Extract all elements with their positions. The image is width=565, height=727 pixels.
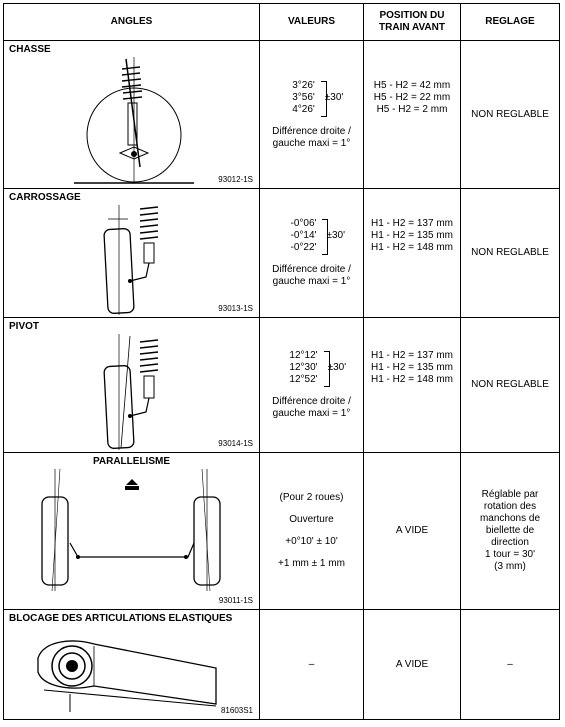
- chasse-figure-cell: [4, 41, 260, 189]
- pivot-position-3: H1 - H2 = 148 mm: [371, 374, 453, 385]
- carrossage-tolerance: ±30': [326, 230, 345, 241]
- chasse-position-2: H5 - H2 = 22 mm: [373, 91, 451, 103]
- header-valeurs: VALEURS: [260, 4, 364, 41]
- header-reglage: REGLAGE: [461, 4, 560, 41]
- pivot-difference: [260, 396, 363, 420]
- parallelisme-reglage-line1: Réglable par: [481, 489, 539, 500]
- chasse-diff-line2: gauche maxi = 1°: [272, 137, 351, 149]
- header-position: [364, 4, 461, 41]
- blocage-figure-code: 81603S1: [220, 706, 253, 715]
- chasse-position-cell: [364, 41, 461, 189]
- blocage-figure-cell: [4, 610, 260, 720]
- pivot-values-cell: [260, 318, 364, 453]
- toe-wheels-diagram: [34, 469, 230, 591]
- header-row: [4, 4, 560, 41]
- camber-wheel-diagram: [94, 203, 174, 315]
- carrossage-position-1: H1 - H2 = 137 mm: [371, 218, 453, 229]
- header-position-line1: POSITION DU: [379, 10, 445, 21]
- carrossage-figure-cell: [4, 189, 260, 318]
- chasse-position-3: H5 - H2 = 2 mm: [376, 103, 448, 115]
- parallelisme-figure-cell: [4, 453, 260, 610]
- chasse-position-1: H5 - H2 = 42 mm: [373, 79, 451, 91]
- parallelisme-figure-code: 93011-1S: [218, 596, 253, 605]
- blocage-position-cell: A VIDE: [364, 610, 461, 720]
- alignment-spec-table: [3, 3, 560, 720]
- pivot-figure-code: 93014-1S: [218, 439, 253, 448]
- header-angles: ANGLES: [4, 4, 260, 41]
- parallelisme-title: PARALLELISME: [92, 456, 171, 467]
- chasse-values-cell: [260, 41, 364, 189]
- parallelisme-reglage-line7: (3 mm): [494, 561, 526, 572]
- elastic-joint-diagram: [34, 628, 220, 714]
- parallelisme-value-wheels: (Pour 2 roues): [279, 492, 344, 503]
- chasse-reglage-cell: NON REGLABLE: [461, 41, 560, 189]
- pivot-angle-min: 12°12': [289, 350, 318, 361]
- carrossage-diff-line2: gauche maxi = 1°: [272, 276, 351, 287]
- header-position-line2: TRAIN AVANT: [379, 22, 445, 33]
- row-blocage: [4, 610, 560, 720]
- kingpin-wheel-diagram: [94, 332, 174, 450]
- chasse-diff-line1: Différence droite /: [272, 125, 351, 137]
- pivot-angle-max: 12°52': [289, 374, 318, 385]
- carrossage-diff-line1: Différence droite /: [272, 264, 351, 275]
- chasse-angle-nominal: 3°56': [292, 91, 315, 103]
- parallelisme-reglage-cell: [461, 453, 560, 610]
- blocage-value-cell: –: [260, 610, 364, 720]
- carrossage-position-cell: [364, 189, 461, 318]
- carrossage-position-2: H1 - H2 = 135 mm: [371, 230, 453, 241]
- pivot-angles: [289, 350, 347, 386]
- carrossage-angle-min: -0°06': [290, 218, 317, 229]
- carrossage-figure-code: 93013-1S: [218, 304, 253, 313]
- pivot-diff-line2: gauche maxi = 1°: [272, 408, 351, 419]
- parallelisme-reglage-line6: 1 tour = 30': [485, 549, 535, 560]
- pivot-angle-nominal: 12°30': [289, 362, 318, 373]
- carrossage-angle-nominal: -0°14': [290, 230, 317, 241]
- pivot-figure-cell: [4, 318, 260, 453]
- parallelisme-values-cell: [260, 453, 364, 610]
- chasse-title: CHASSE: [9, 44, 51, 55]
- chasse-difference: [260, 126, 363, 150]
- carrossage-difference: [260, 264, 363, 288]
- chasse-angles: [292, 79, 344, 116]
- parallelisme-value-ouverture: Ouverture: [289, 514, 334, 525]
- row-chasse: [4, 41, 560, 189]
- row-carrossage: [4, 189, 560, 318]
- parallelisme-reglage-line5: direction: [491, 537, 529, 548]
- chasse-tolerance: ±30': [324, 91, 344, 103]
- parallelisme-value-angle: +0°10' ± 10': [285, 536, 338, 547]
- caster-wheel-diagram: [74, 55, 194, 185]
- pivot-title: PIVOT: [9, 321, 40, 332]
- blocage-title: BLOCAGE DES ARTICULATIONS ELASTIQUES: [9, 613, 233, 624]
- carrossage-angle-max: -0°22': [290, 242, 317, 253]
- pivot-position-1: H1 - H2 = 137 mm: [371, 350, 453, 361]
- pivot-position-cell: [364, 318, 461, 453]
- carrossage-values-cell: [260, 189, 364, 318]
- row-pivot: [4, 318, 560, 453]
- parallelisme-reglage-line3: manchons de: [479, 513, 541, 524]
- parallelisme-value-mm: +1 mm ± 1 mm: [278, 558, 345, 569]
- chasse-angle-max: 4°26': [292, 103, 315, 115]
- carrossage-angles: [290, 218, 345, 254]
- carrossage-position-3: H1 - H2 = 148 mm: [371, 242, 453, 253]
- pivot-reglage-cell: NON REGLABLE: [461, 318, 560, 453]
- pivot-tolerance: ±30': [327, 362, 347, 373]
- blocage-reglage-cell: –: [461, 610, 560, 720]
- parallelisme-position-cell: A VIDE: [364, 453, 461, 610]
- pivot-position-2: H1 - H2 = 135 mm: [371, 362, 453, 373]
- chasse-angle-min: 3°26': [292, 79, 315, 91]
- carrossage-reglage-cell: NON REGLABLE: [461, 189, 560, 318]
- pivot-diff-line1: Différence droite /: [272, 396, 351, 407]
- carrossage-title: CARROSSAGE: [9, 192, 81, 203]
- parallelisme-reglage-line2: rotation des: [483, 501, 537, 512]
- parallelisme-reglage-line4: biellette de: [485, 525, 535, 536]
- chasse-figure-code: 93012-1S: [218, 175, 253, 184]
- row-parallelisme: [4, 453, 560, 610]
